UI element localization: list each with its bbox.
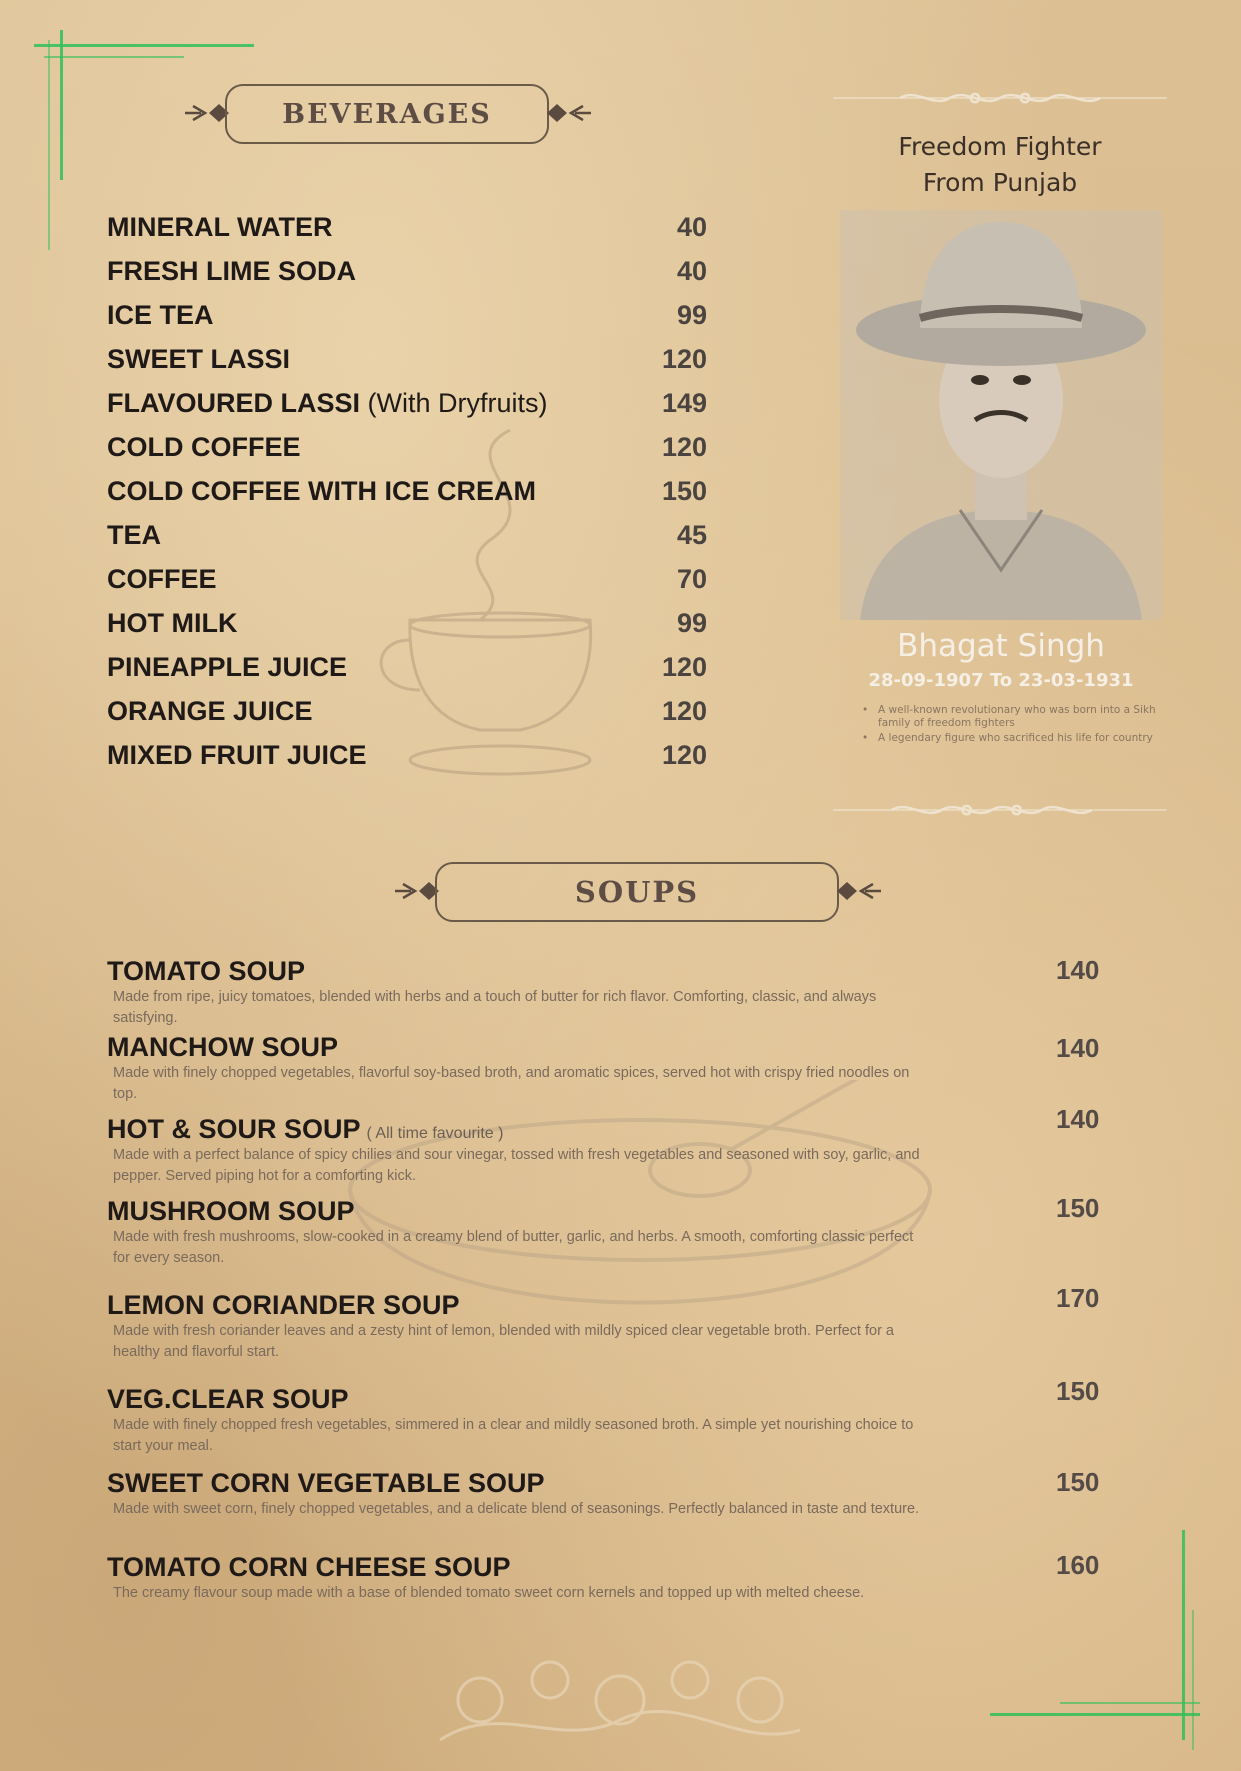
soup-item — [107, 1384, 1107, 1457]
beverage-price: 99 — [676, 608, 707, 638]
ornamental-divider-bottom — [800, 800, 1200, 820]
beverage-price: 40 — [676, 256, 707, 286]
beverage-price: 99 — [676, 300, 707, 330]
beverage-note: (With Dryfruits) — [367, 388, 548, 418]
soup-item — [107, 1114, 1107, 1187]
beverage-item — [107, 300, 707, 340]
corner-line-bottom-h2 — [1060, 1702, 1200, 1704]
beverage-item — [107, 476, 707, 516]
beverage-name: MINERAL WATER — [107, 212, 333, 242]
ornament-right-icon — [545, 102, 591, 124]
beverage-price: 120 — [661, 432, 707, 462]
soup-item — [107, 1552, 1107, 1604]
soup-item — [107, 1468, 1107, 1520]
corner-line-top-h2 — [44, 56, 184, 58]
beverage-item — [107, 608, 707, 648]
soup-description: Made from ripe, juicy tomatoes, blended with herbs and a touch of butter for rich flavor. Comforting, classic, and always satisfying. — [113, 989, 877, 1026]
beverage-name: HOT MILK — [107, 608, 238, 638]
person-facts — [858, 704, 1158, 747]
beverage-price: 120 — [661, 652, 707, 682]
beverage-item — [107, 432, 707, 472]
person-name: Bhagat Singh — [897, 628, 1105, 664]
soup-name: LEMON CORIANDER SOUP — [107, 1290, 460, 1320]
corner-line-bottom-h — [990, 1713, 1200, 1716]
soup-description: Made with finely chopped vegetables, flavorful soy-based broth, and aromatic spices, served hot with crispy fried noodles on top. — [113, 1065, 910, 1102]
soup-name: MANCHOW SOUP — [107, 1032, 338, 1062]
beverages-title-box — [225, 84, 549, 144]
beverage-price: 150 — [661, 476, 707, 506]
beverage-item — [107, 564, 707, 604]
portrait-image — [840, 210, 1162, 620]
beverage-item — [107, 740, 707, 780]
beverage-price: 120 — [661, 696, 707, 726]
beverage-name: MIXED FRUIT JUICE — [107, 740, 367, 770]
soup-price: 140 — [1056, 1033, 1100, 1063]
soup-name — [107, 1114, 1107, 1145]
soup-price: 150 — [1056, 1193, 1100, 1223]
ornament-right-icon — [835, 880, 881, 902]
beverage-name: ICE TEA — [107, 300, 214, 330]
soup-name: TOMATO SOUP — [107, 956, 306, 986]
soup-description: Made with sweet corn, finely chopped vegetables, and a delicate blend of seasonings. Perfectly balanced in taste and texture. — [113, 1501, 920, 1517]
beverage-price: 40 — [676, 212, 707, 242]
soup-price: 160 — [1056, 1550, 1100, 1580]
fact-item: • A well-known revolutionary who was born into a Sikh family of freedom fighters — [858, 704, 1158, 730]
beverage-price: 120 — [661, 740, 707, 770]
soup-tag: ( All time favourite ) — [366, 1125, 504, 1142]
beverage-price: 70 — [676, 564, 707, 594]
beverage-name: COLD COFFEE WITH ICE CREAM — [107, 476, 536, 506]
corner-line-top-v — [60, 30, 63, 180]
fact-item: • A legendary figure who sacrificed his life for country — [858, 732, 1158, 745]
beverage-item — [107, 388, 707, 428]
soup-item — [107, 956, 1107, 1029]
beverage-item — [107, 520, 707, 560]
soup-name: VEG.CLEAR SOUP — [107, 1384, 349, 1414]
soup-name: SWEET CORN VEGETABLE SOUP — [107, 1468, 545, 1498]
beverage-name: ORANGE JUICE — [107, 696, 313, 726]
soup-price: 170 — [1056, 1283, 1100, 1313]
beverage-item — [107, 696, 707, 736]
soup-price: 150 — [1056, 1376, 1100, 1406]
corner-line-top-h — [34, 44, 254, 47]
beverage-item — [107, 256, 707, 296]
corner-line-bottom-v — [1182, 1530, 1185, 1740]
beverage-name: FRESH LIME SODA — [107, 256, 357, 286]
floral-ornament — [420, 1640, 820, 1760]
soup-description: The creamy flavour soup made with a base of blended tomato sweet corn kernels and topped up with melted cheese. — [113, 1585, 865, 1601]
beverage-name: PINEAPPLE JUICE — [107, 652, 348, 682]
soup-price: 140 — [1056, 1104, 1100, 1134]
soup-item — [107, 1032, 1107, 1105]
caption-line-1: Freedom Fighter — [898, 132, 1102, 161]
beverage-item — [107, 652, 707, 692]
beverages-title: BEVERAGES — [282, 98, 492, 130]
person-dates: 28-09-1907 To 23-03-1931 — [868, 670, 1134, 691]
corner-line-bottom-v2 — [1192, 1610, 1194, 1750]
beverage-price: 149 — [661, 388, 707, 418]
soup-price: 150 — [1056, 1467, 1100, 1497]
soup-name-text: HOT & SOUR SOUP — [107, 1114, 361, 1144]
soup-description: Made with a perfect balance of spicy chilies and sour vinegar, tossed with fresh vegetables and seasoned with soy, garlic, and pepper. Served piping hot for a comforting kick. — [113, 1147, 920, 1184]
soups-banner — [395, 862, 895, 922]
soup-price: 140 — [1056, 955, 1100, 985]
beverage-name: COFFEE — [107, 564, 217, 594]
corner-line-top-v2 — [48, 40, 50, 250]
beverage-item — [107, 212, 707, 252]
soups-title-box — [435, 862, 839, 922]
beverage-item — [107, 344, 707, 384]
soup-description: Made with fresh coriander leaves and a zesty hint of lemon, blended with mildly spiced clear vegetable broth. Perfect for a healthy and flavorful start. — [113, 1323, 894, 1360]
soup-description: Made with fresh mushrooms, slow-cooked in a creamy blend of butter, garlic, and herbs. A smooth, comforting classic perfect for every season. — [113, 1229, 914, 1266]
soup-item — [107, 1290, 1107, 1363]
beverage-name — [107, 388, 548, 419]
soup-name: TOMATO CORN CHEESE SOUP — [107, 1552, 511, 1582]
beverage-price: 45 — [676, 520, 707, 550]
soup-name: MUSHROOM SOUP — [107, 1196, 355, 1226]
beverages-banner — [185, 84, 605, 144]
soup-item — [107, 1196, 1107, 1269]
beverage-name-text: FLAVOURED LASSI — [107, 388, 361, 418]
caption-line-2: From Punjab — [922, 168, 1078, 197]
beverage-name: COLD COFFEE — [107, 432, 301, 462]
beverage-name: TEA — [107, 520, 161, 550]
soups-title: SOUPS — [574, 875, 700, 909]
beverage-price: 120 — [661, 344, 707, 374]
beverage-name: SWEET LASSI — [107, 344, 291, 374]
ornamental-divider-top — [800, 88, 1200, 108]
soup-description: Made with finely chopped fresh vegetables, simmered in a clear and mildly seasoned broth. A simple yet nourishing choice to start your meal. — [113, 1417, 914, 1454]
